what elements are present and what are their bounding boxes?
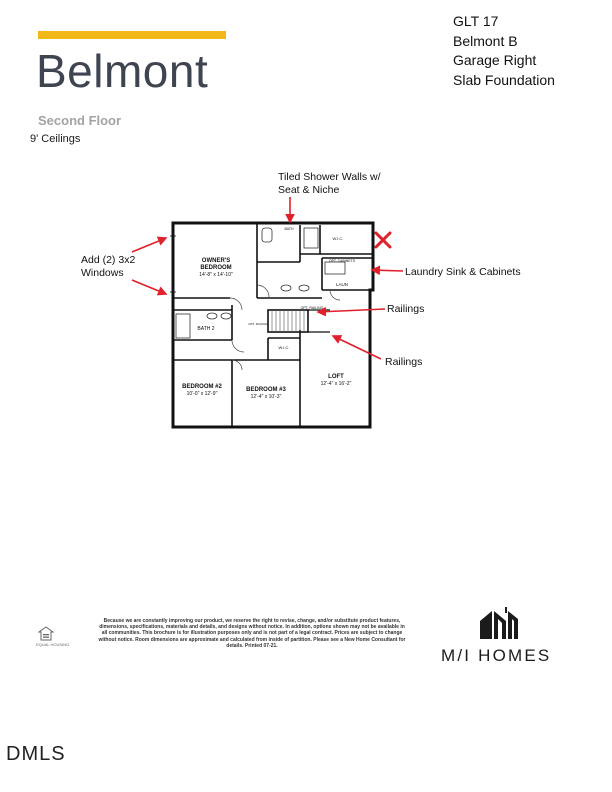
lot-foundation: Slab Foundation	[453, 71, 555, 88]
laundry-label: LAUN	[335, 282, 349, 287]
bedroom3-label: BEDROOM #3	[246, 387, 286, 393]
floor-label: Second Floor	[38, 113, 122, 128]
ceiling-height: 9' Ceilings	[30, 133, 81, 145]
arrow-railing-lower	[333, 336, 381, 359]
lot-plan: Belmont B	[453, 32, 518, 49]
owners-bedroom-dim: 14'-8" x 14'-10"	[199, 272, 233, 278]
owners-bedroom-label: OWNER'S	[201, 258, 231, 264]
plan-title: Belmont	[36, 45, 209, 97]
brand-name: M/I HOMES	[441, 646, 552, 665]
disclaimer-text: Because we are constantly improving our product, we reserve the right to revise, change, and/or substitute product features, dimensions, specifications, materials and details, and designs without notice. In addition, options shown may not be available in all communities. This brochure is for illustration purposes only and is not part of a legal contract. Prices are subject to change without notice. Room dimensions are approximate and calculated from inside of partition. Please see a New Home Consultant for details. Printed 07-21.	[98, 618, 406, 649]
arrow-window-1	[132, 238, 166, 252]
bath-label: BATH	[284, 227, 294, 231]
lot-number: GLT 17	[453, 13, 499, 29]
windows-annotation-1: Add (2) 3x2	[81, 254, 136, 266]
opt-cabinets-label: OPT. CABINETS	[328, 259, 356, 263]
shower-annotation-2: Seat & Niche	[278, 184, 340, 196]
railings-annotation-lower: Railings	[385, 356, 423, 368]
dmls-watermark: DMLS	[6, 743, 66, 765]
removed-marker-icon	[376, 233, 390, 247]
owners-bedroom-label-2: BEDROOM	[200, 265, 232, 271]
shower-annotation-1: Tiled Shower Walls w/	[278, 171, 381, 183]
windows-annotation-2: Windows	[81, 267, 124, 279]
bedroom3-dim: 12'-4" x 10'-3"	[250, 394, 282, 400]
railings	[308, 310, 330, 332]
staircase	[272, 310, 304, 332]
laundry-annotation: Laundry Sink & Cabinets	[405, 266, 521, 278]
loft-dim: 12'-4" x 16'-2"	[320, 381, 352, 387]
railings-annotation-upper: Railings	[387, 303, 425, 315]
wic-top-label: W.I.C.	[332, 236, 344, 241]
arrow-laundry	[372, 270, 403, 271]
opt-railing-side-label: OPT. RAILING	[248, 322, 268, 326]
wic-mid-label: W.I.C.	[278, 345, 290, 350]
bedroom2-label: BEDROOM #2	[182, 384, 222, 390]
bath2-label: BATH 2	[197, 326, 215, 332]
loft-label: LOFT	[328, 374, 344, 380]
equal-housing-label: EQUAL HOUSING	[36, 642, 70, 647]
mi-homes-logo-icon	[478, 607, 520, 639]
arrow-window-2	[132, 280, 166, 294]
bedroom2-dim: 10'-0" x 12'-9"	[186, 391, 218, 397]
lot-garage: Garage Right	[453, 52, 537, 68]
opt-railing-top-label: OPT. RAILING	[300, 306, 324, 310]
equal-housing-icon	[38, 626, 54, 642]
